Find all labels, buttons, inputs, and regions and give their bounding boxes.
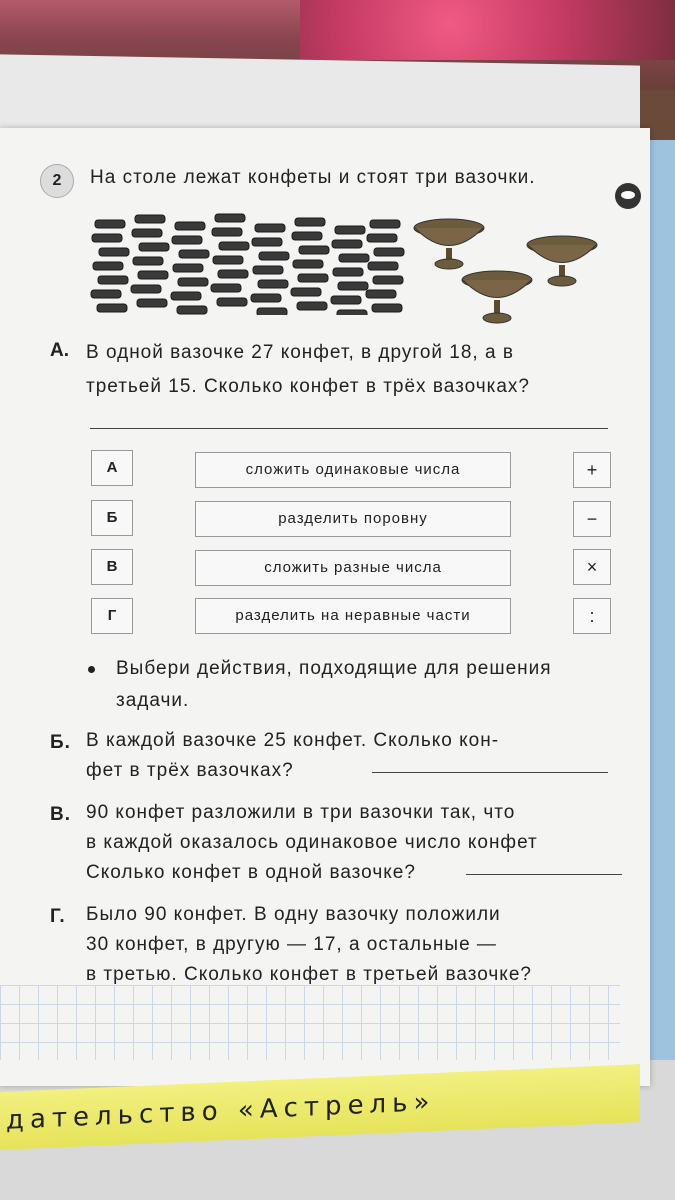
part-g-line2: 30 конфет, в другую — 17, а остальные — (86, 934, 497, 955)
part-b-label: Б. (50, 732, 71, 753)
answer-line-v[interactable] (466, 874, 622, 875)
part-a-line1: В одной вазочке 27 конфет, в другой 18, а в (86, 342, 514, 363)
part-v-line3: Сколько конфет в одной вазочке? (86, 862, 416, 883)
table-letter: А (91, 450, 133, 486)
table-action[interactable]: разделить на неравные части (195, 598, 511, 634)
part-v-line2: в каждой оказалось одинаковое число конфет (86, 832, 538, 853)
table-operator[interactable]: : (573, 598, 611, 634)
table-operator[interactable]: − (573, 501, 611, 537)
answer-line-a[interactable] (90, 428, 608, 429)
table-operator[interactable]: + (573, 452, 611, 488)
owl-icon (615, 183, 641, 209)
task-number: 2 (40, 164, 74, 198)
publisher-text: дательство «Астрель» (6, 1086, 436, 1136)
part-b-line2: фет в трёх вазочках? (86, 760, 294, 781)
answer-line-b[interactable] (372, 772, 608, 773)
table-letter: Б (91, 500, 133, 536)
pink-fabric (300, 0, 675, 60)
part-g-line1: Было 90 конфет. В одну вазочку положили (86, 904, 501, 925)
bullet-point (88, 666, 95, 673)
instruction-line2: задачи. (116, 690, 190, 711)
bowl-icon (460, 270, 535, 328)
task-intro: На столе лежат конфеты и стоят три вазочки. (90, 167, 536, 188)
candy-icon (90, 210, 405, 315)
part-v-label: В. (50, 804, 71, 825)
table-action[interactable]: сложить разные числа (195, 550, 511, 586)
part-a-label: А. (50, 340, 69, 361)
table-operator[interactable]: × (573, 549, 611, 585)
table-letter: В (91, 549, 133, 585)
table-letter: Г (91, 598, 133, 634)
table-action[interactable]: сложить одинаковые числа (195, 452, 511, 488)
part-g-line3: в третью. Сколько конфет в третьей вазочке? (86, 964, 532, 985)
grid-area (0, 985, 620, 1060)
table-action[interactable]: разделить поровну (195, 501, 511, 537)
part-v-line1: 90 конфет разложили в три вазочки так, что (86, 802, 516, 823)
bowl-icon (412, 218, 487, 273)
part-b-line1: В каждой вазочке 25 конфет. Сколько кон- (86, 730, 500, 751)
bowl-icon (525, 235, 600, 290)
instruction-line1: Выбери действия, подходящие для решения (116, 658, 552, 679)
part-g-label: Г. (50, 906, 66, 927)
part-a-line2: третьей 15. Сколько конфет в трёх вазочках? (86, 376, 530, 397)
